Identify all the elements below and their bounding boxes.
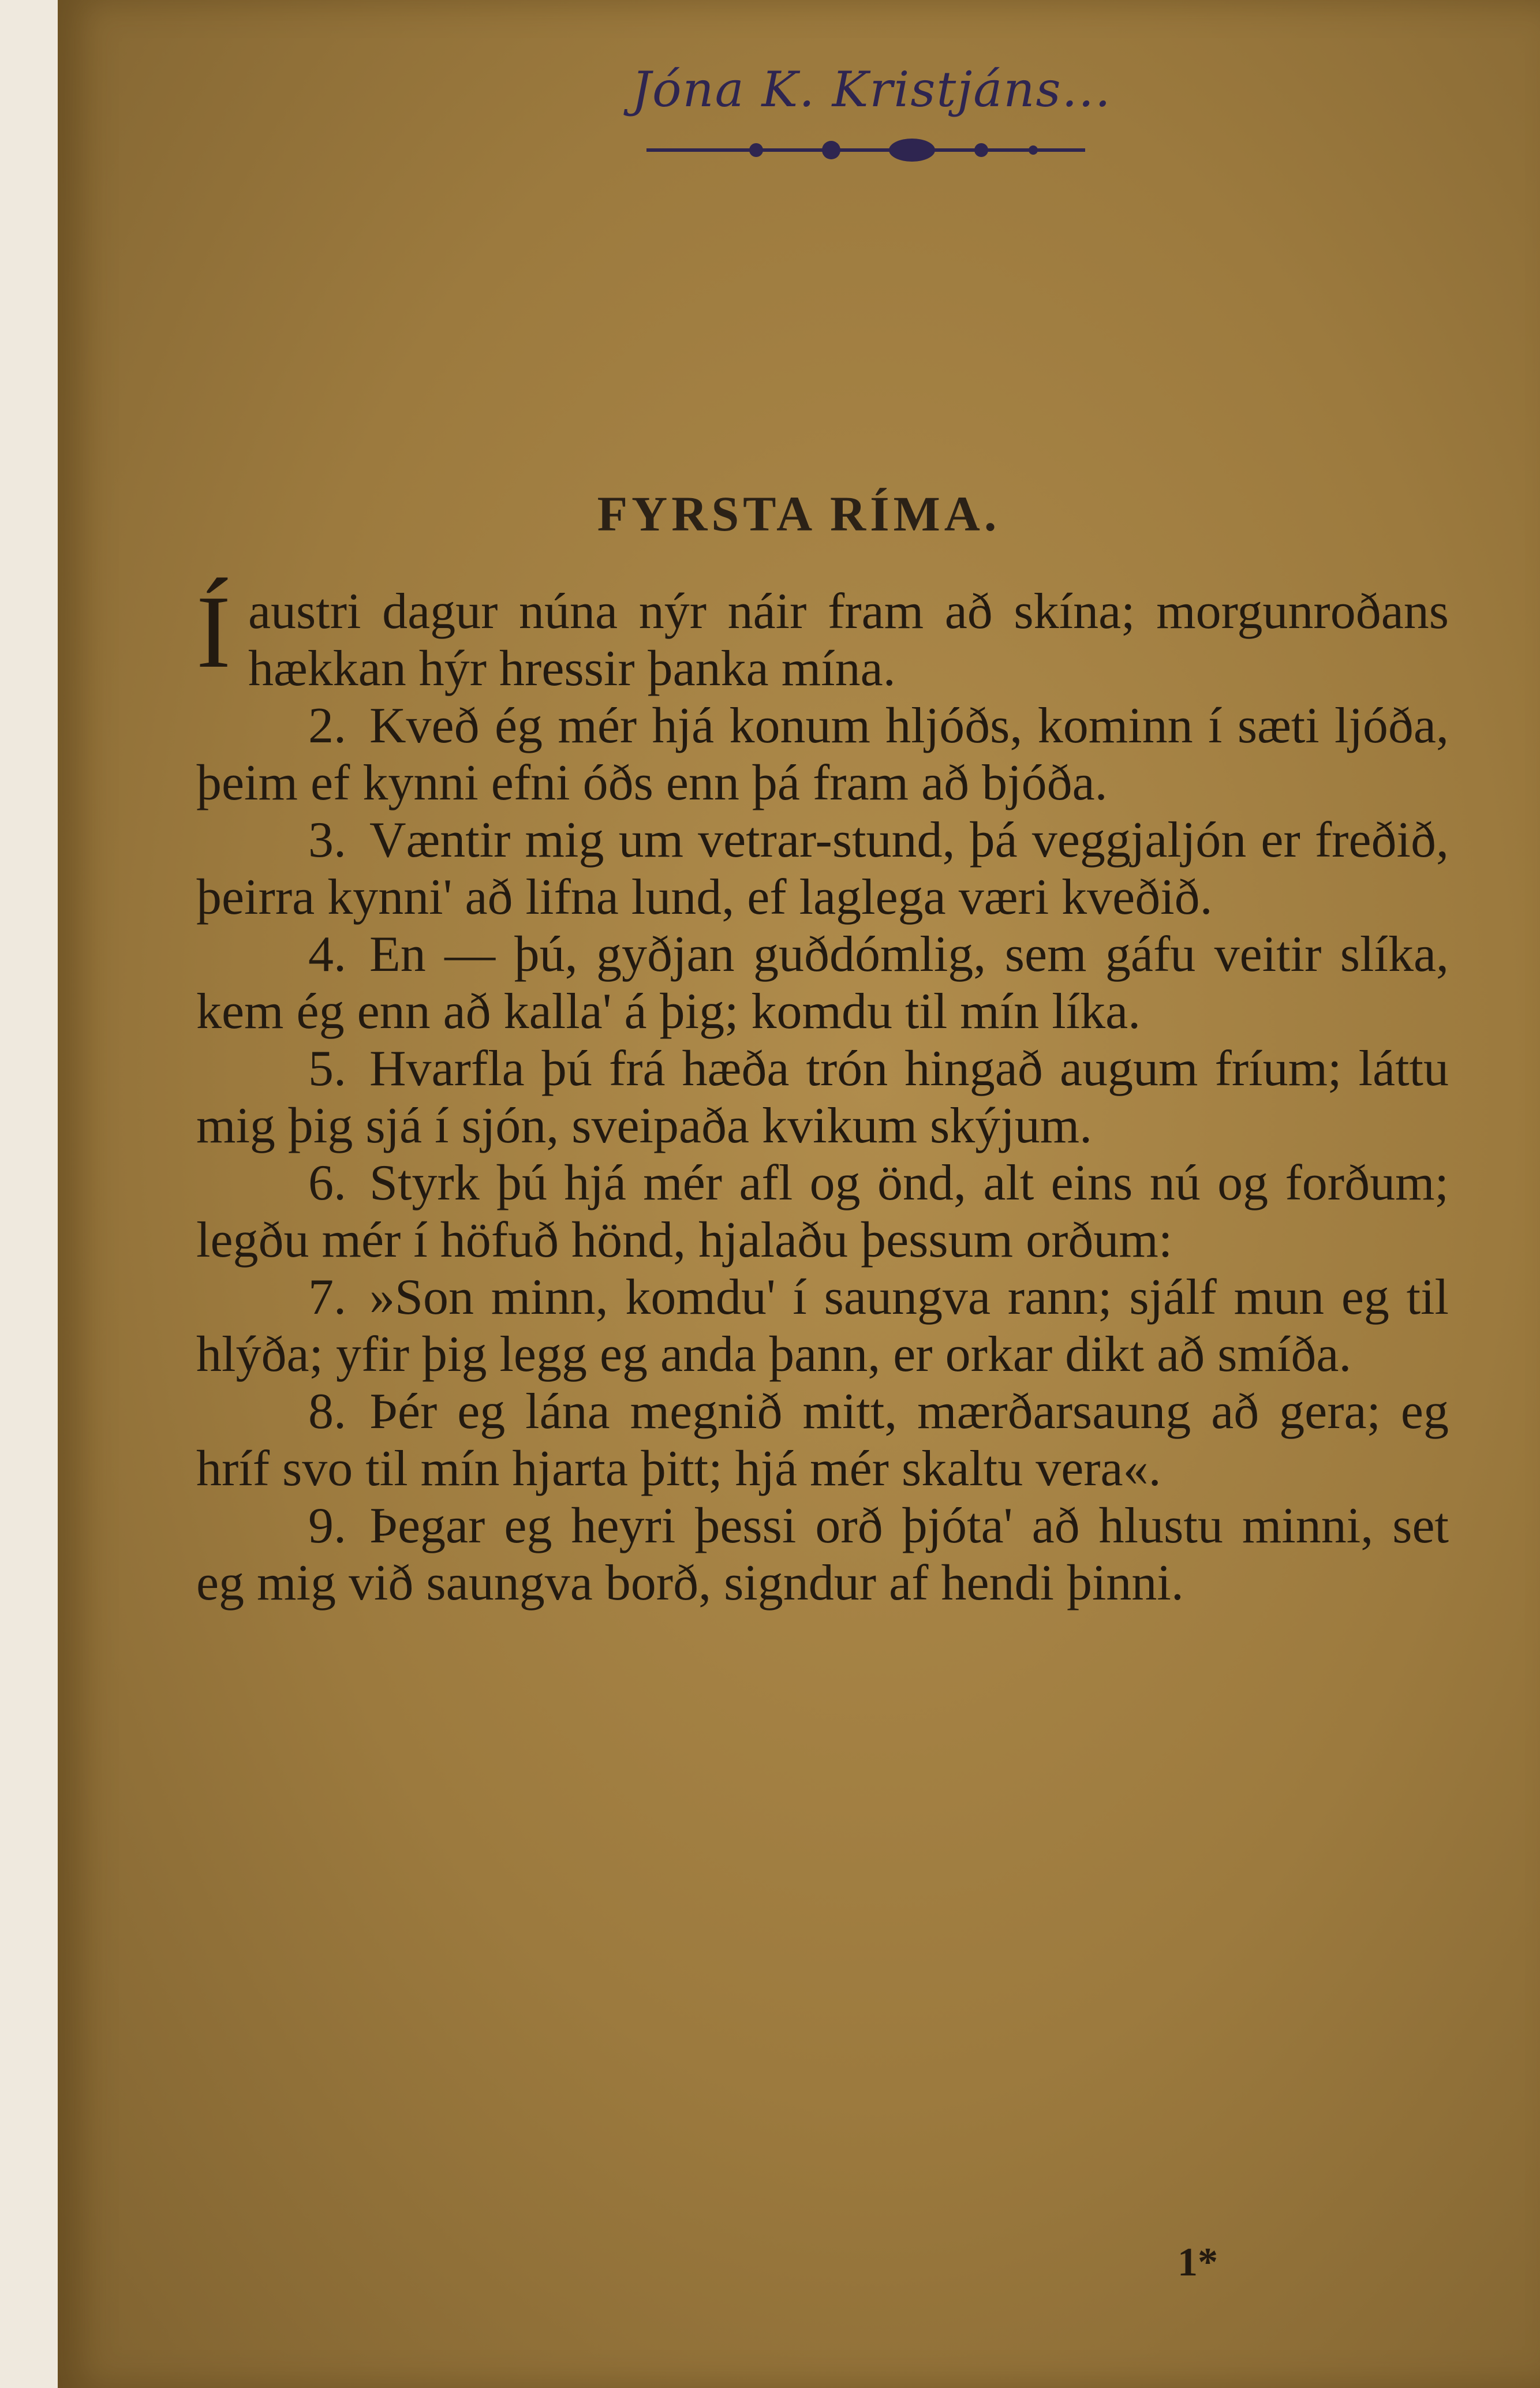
stanza-text: Kveð ég mér hjá konum hljóðs, kominn í sæti ljóða, þeim ef kynni efni óðs enn þá fram að bjóða. [196, 698, 1449, 811]
stanza-text: Þegar eg heyri þessi orð þjóta' að hlustu minni, set eg mig við saungva borð, signdur af hendi þinni. [196, 1498, 1449, 1611]
stanza-number: 3. [308, 812, 346, 868]
stanza-number: 8. [308, 1384, 346, 1440]
stanza-9 [196, 1497, 1449, 1612]
stanza-5 [196, 1040, 1449, 1154]
stanza-number: 9. [308, 1498, 346, 1554]
page-title: FYRSTA RÍMA. [597, 486, 1001, 541]
stanza-number: 2. [308, 698, 346, 754]
stanza-8 [196, 1383, 1449, 1497]
stanza-text: Væntir mig um vetrar-stund, þá veggjaljón er freðið, þeirra kynni' að lifna lund, ef laglega væri kveðið. [196, 812, 1449, 925]
stanza-text: austri dagur núna nýr náir fram að skína; morgunroðans hækkan hýr hressir þanka mína. [248, 584, 1449, 697]
stanza-number: 4. [308, 926, 346, 982]
stamp-ornament [641, 127, 1091, 173]
drop-cap: Í [196, 574, 231, 689]
stanza-2 [196, 697, 1449, 812]
stanza-text: En — þú, gyðjan guðdómlig, sem gáfu veitir slíka, kem ég enn að kalla' á þig; komdu til mín líka. [196, 926, 1449, 1040]
stanza-text: Styrk þú hjá mér afl og önd, alt eins nú og forðum; legðu mér í höfuð hönd, hjalaðu þessum orðum: [196, 1155, 1449, 1268]
stanza-number: 7. [308, 1269, 346, 1325]
stanza-text: Þér eg lána megnið mitt, mærðarsaung að gera; eg hríf svo til mín hjarta þitt; hjá mér skaltu vera«. [196, 1384, 1449, 1497]
stamp-signature: Jóna K. Kristjáns... [631, 61, 1112, 118]
stanza-1 [196, 574, 1449, 697]
stanza-7 [196, 1269, 1449, 1383]
stanza-text: »Son minn, komdu' í saungva rann; sjálf mun eg til hlýða; yfir þig legg eg anda þann, er orkar dikt að smíða. [196, 1269, 1449, 1382]
poem-body [196, 574, 1449, 1612]
stanza-text: Hvarfla þú frá hæða trón hingað augum fríum; láttu mig þig sjá í sjón, sveipaða kvikum skýjum. [196, 1041, 1449, 1154]
stanza-3 [196, 812, 1449, 926]
page-number: 1* [1178, 2240, 1218, 2285]
book-page [58, 0, 1540, 2388]
stanza-4 [196, 926, 1449, 1040]
stanza-number: 5. [308, 1041, 346, 1097]
owner-stamp [606, 58, 1137, 173]
stanza-number: 6. [308, 1155, 346, 1211]
stanza-6 [196, 1154, 1449, 1269]
